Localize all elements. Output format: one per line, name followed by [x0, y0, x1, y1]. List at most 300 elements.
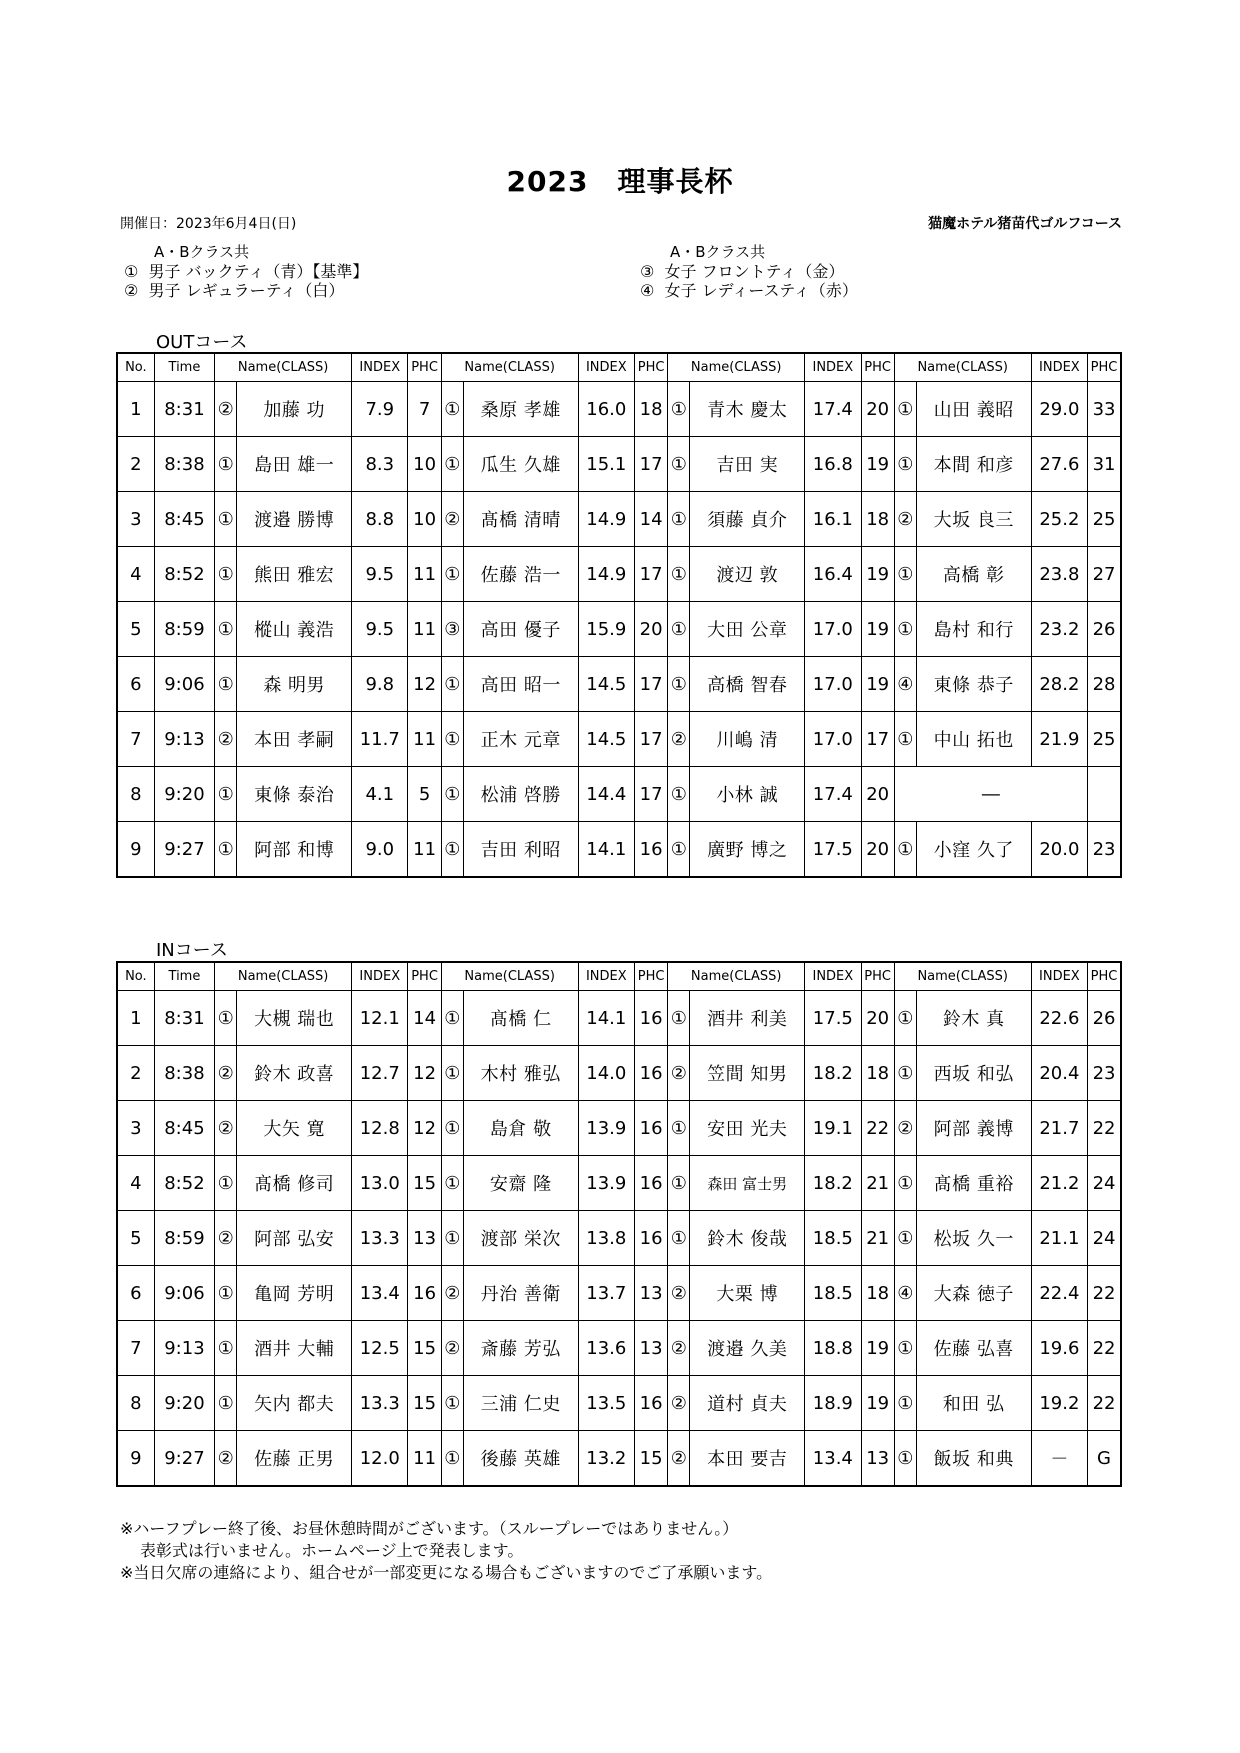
- table-row: [117, 492, 1121, 547]
- player-index: 14.1: [578, 822, 634, 878]
- player-index: 13.5: [578, 1376, 634, 1431]
- player-name: 大田 公章: [690, 602, 805, 657]
- player-class: ①: [668, 437, 690, 492]
- player-index: 12.1: [352, 991, 408, 1046]
- player-phc: 15: [408, 1156, 441, 1211]
- group-number: 1: [117, 991, 154, 1046]
- player-name: 丹治 善衛: [463, 1266, 578, 1321]
- player-class: ①: [894, 991, 916, 1046]
- in-course-table: [116, 961, 1122, 1487]
- col-header-phc: PHC: [861, 962, 894, 991]
- col-header-index: INDEX: [805, 962, 861, 991]
- player-class: ④: [894, 1266, 916, 1321]
- player-index: 17.5: [805, 991, 861, 1046]
- player-name: 森田 富士男: [690, 1156, 805, 1211]
- tee-mark: ①: [124, 262, 139, 281]
- player-name: 渡邉 勝博: [237, 492, 352, 547]
- col-header-index: INDEX: [578, 962, 634, 991]
- table-row: [117, 437, 1121, 492]
- player-name: 小窪 久了: [916, 822, 1031, 878]
- tee-time: 8:45: [154, 492, 214, 547]
- player-name: 吉田 実: [690, 437, 805, 492]
- empty-slot: ―: [894, 767, 1087, 822]
- player-name: 安田 光夫: [690, 1101, 805, 1156]
- player-index: 12.7: [352, 1046, 408, 1101]
- player-name: 渡部 栄次: [463, 1211, 578, 1266]
- player-index: 7.9: [352, 382, 408, 437]
- tee-time: 8:45: [154, 1101, 214, 1156]
- player-index: 16.1: [805, 492, 861, 547]
- player-phc: 19: [861, 547, 894, 602]
- player-name: 鈴木 真: [916, 991, 1031, 1046]
- player-class: ①: [668, 1156, 690, 1211]
- tee-time: 9:20: [154, 767, 214, 822]
- player-phc: 18: [861, 1266, 894, 1321]
- player-name: 青木 慶太: [690, 382, 805, 437]
- player-class: ②: [441, 492, 463, 547]
- player-class: ①: [215, 547, 237, 602]
- group-number: 7: [117, 1321, 154, 1376]
- header-row: [117, 353, 1121, 382]
- player-name: 笠間 知男: [690, 1046, 805, 1101]
- player-name: 須藤 貞介: [690, 492, 805, 547]
- player-index: 16.8: [805, 437, 861, 492]
- player-class: ①: [215, 767, 237, 822]
- player-class: ①: [894, 1321, 916, 1376]
- player-class: ①: [894, 547, 916, 602]
- player-name: 佐藤 弘喜: [916, 1321, 1031, 1376]
- player-class: ②: [668, 1376, 690, 1431]
- player-name: 和田 弘: [916, 1376, 1031, 1431]
- player-class: ②: [668, 1266, 690, 1321]
- player-index: 13.3: [352, 1376, 408, 1431]
- tee-time: 9:27: [154, 1431, 214, 1487]
- player-phc: 24: [1088, 1156, 1121, 1211]
- table-row: [117, 657, 1121, 712]
- tee-legend-right: [640, 243, 858, 300]
- player-phc: 19: [861, 602, 894, 657]
- player-phc: 13: [635, 1321, 668, 1376]
- group-number: 2: [117, 1046, 154, 1101]
- player-name: 桑原 孝雄: [463, 382, 578, 437]
- col-header-phc: PHC: [861, 353, 894, 382]
- venue-name: 猫魔ホテル猪苗代ゴルフコース: [928, 216, 1122, 232]
- player-phc: 18: [861, 492, 894, 547]
- player-class: ①: [894, 822, 916, 878]
- player-phc: 22: [1088, 1376, 1121, 1431]
- player-phc: 13: [635, 1266, 668, 1321]
- group-number: 5: [117, 602, 154, 657]
- player-phc: 13: [861, 1431, 894, 1487]
- player-index: 12.0: [352, 1431, 408, 1487]
- player-class: ①: [441, 1101, 463, 1156]
- player-name: 高田 優子: [463, 602, 578, 657]
- tee-label: 男子 バックティ（青）【基準】: [148, 262, 369, 281]
- table-row: [117, 767, 1121, 822]
- player-phc: 22: [1088, 1321, 1121, 1376]
- out-course-table: [116, 352, 1122, 878]
- player-class: ④: [894, 657, 916, 712]
- player-name: 亀岡 芳明: [237, 1266, 352, 1321]
- player-class: ②: [668, 712, 690, 767]
- table-row: [117, 1156, 1121, 1211]
- player-name: 島村 和行: [916, 602, 1031, 657]
- player-class: ①: [894, 1211, 916, 1266]
- player-index: 18.5: [805, 1211, 861, 1266]
- group-number: 1: [117, 382, 154, 437]
- player-phc: 20: [861, 822, 894, 878]
- table-row: [117, 1431, 1121, 1487]
- player-name: 廣野 博之: [690, 822, 805, 878]
- in-course-label: INコース: [156, 940, 228, 961]
- col-header-name: Name(CLASS): [441, 353, 578, 382]
- player-phc: 19: [861, 1376, 894, 1431]
- tee-time: 9:20: [154, 1376, 214, 1431]
- player-class: ①: [441, 1431, 463, 1487]
- player-name: 酒井 大輔: [237, 1321, 352, 1376]
- player-index: 18.2: [805, 1046, 861, 1101]
- player-phc: 10: [408, 437, 441, 492]
- tee-time: 8:52: [154, 547, 214, 602]
- tee-time: 9:06: [154, 1266, 214, 1321]
- player-name: 吉田 利昭: [463, 822, 578, 878]
- player-index: 21.9: [1031, 712, 1087, 767]
- player-name: 道村 貞夫: [690, 1376, 805, 1431]
- tee-time: 9:13: [154, 1321, 214, 1376]
- player-index: 12.5: [352, 1321, 408, 1376]
- player-class: ②: [668, 1321, 690, 1376]
- player-index: 8.8: [352, 492, 408, 547]
- col-header-index: INDEX: [805, 353, 861, 382]
- player-name: 本田 要吉: [690, 1431, 805, 1487]
- player-index: 14.5: [578, 657, 634, 712]
- player-name: 斎藤 芳弘: [463, 1321, 578, 1376]
- player-class: ①: [894, 602, 916, 657]
- player-name: 大槻 瑞也: [237, 991, 352, 1046]
- tee-time: 8:59: [154, 1211, 214, 1266]
- player-class: ①: [441, 991, 463, 1046]
- player-phc: 26: [1088, 991, 1121, 1046]
- player-name: 熊田 雅宏: [237, 547, 352, 602]
- player-phc: 17: [635, 712, 668, 767]
- col-header-name: Name(CLASS): [441, 962, 578, 991]
- player-index: 9.8: [352, 657, 408, 712]
- player-name: 佐藤 浩一: [463, 547, 578, 602]
- player-phc: 11: [408, 1431, 441, 1487]
- player-phc: 17: [635, 657, 668, 712]
- player-index: 20.4: [1031, 1046, 1087, 1101]
- player-index: 18.8: [805, 1321, 861, 1376]
- col-header-phc: PHC: [635, 962, 668, 991]
- player-index: 14.1: [578, 991, 634, 1046]
- col-header-phc: PHC: [408, 962, 441, 991]
- player-class: ③: [441, 602, 463, 657]
- player-name: 阿部 義博: [916, 1101, 1031, 1156]
- player-index: 17.0: [805, 602, 861, 657]
- player-class: ①: [215, 822, 237, 878]
- tee-label: 女子 レディースティ（赤）: [664, 281, 858, 300]
- player-class: ①: [441, 1156, 463, 1211]
- col-header-index: INDEX: [1031, 962, 1087, 991]
- col-header-no: No.: [117, 962, 154, 991]
- player-phc: 31: [1088, 437, 1121, 492]
- player-phc: 16: [635, 991, 668, 1046]
- player-class: ①: [668, 767, 690, 822]
- player-phc: 16: [635, 1376, 668, 1431]
- player-phc: 11: [408, 547, 441, 602]
- tee-mark: ③: [640, 262, 655, 281]
- table-row: [117, 1101, 1121, 1156]
- col-header-phc: PHC: [1088, 353, 1121, 382]
- group-number: 3: [117, 492, 154, 547]
- table-row: [117, 1266, 1121, 1321]
- table-row: [117, 991, 1121, 1046]
- player-index: 13.9: [578, 1101, 634, 1156]
- player-class: ①: [441, 822, 463, 878]
- player-phc: 17: [635, 547, 668, 602]
- player-phc: [1088, 767, 1121, 822]
- tee-time: 8:59: [154, 602, 214, 657]
- player-phc: 24: [1088, 1211, 1121, 1266]
- header-row: [117, 962, 1121, 991]
- player-index: 17.4: [805, 767, 861, 822]
- player-phc: 11: [408, 822, 441, 878]
- tee-mark: ④: [640, 281, 655, 300]
- note-line: ※当日欠席の連絡により、組合せが一部変更になる場合もございますのでご了承願います。: [120, 1563, 773, 1582]
- player-index: 25.2: [1031, 492, 1087, 547]
- player-class: ①: [441, 712, 463, 767]
- group-number: 9: [117, 1431, 154, 1487]
- group-number: 4: [117, 547, 154, 602]
- col-header-no: No.: [117, 353, 154, 382]
- player-index: 14.9: [578, 547, 634, 602]
- col-header-index: INDEX: [352, 962, 408, 991]
- player-index: 23.8: [1031, 547, 1087, 602]
- table-row: [117, 382, 1121, 437]
- player-class: ①: [215, 1156, 237, 1211]
- player-name: 東條 恭子: [916, 657, 1031, 712]
- tee-item: [124, 262, 368, 281]
- player-index: 19.1: [805, 1101, 861, 1156]
- player-index: 28.2: [1031, 657, 1087, 712]
- table-row: [117, 1211, 1121, 1266]
- player-class: ②: [668, 1046, 690, 1101]
- note-line: 表彰式は行いません。ホームページ上で発表します。: [140, 1541, 524, 1560]
- player-name: 中山 拓也: [916, 712, 1031, 767]
- player-phc: 19: [861, 437, 894, 492]
- player-index: 9.5: [352, 547, 408, 602]
- player-name: 渡邉 久美: [690, 1321, 805, 1376]
- player-phc: 15: [408, 1376, 441, 1431]
- player-name: 松坂 久一: [916, 1211, 1031, 1266]
- player-name: 渡辺 敦: [690, 547, 805, 602]
- player-name: 大坂 良三: [916, 492, 1031, 547]
- player-class: ①: [894, 382, 916, 437]
- player-phc: 11: [408, 712, 441, 767]
- player-index: 19.6: [1031, 1321, 1087, 1376]
- group-number: 6: [117, 1266, 154, 1321]
- player-name: 森 明男: [237, 657, 352, 712]
- player-name: 木村 雅弘: [463, 1046, 578, 1101]
- table-row: [117, 602, 1121, 657]
- player-name: 本田 孝嗣: [237, 712, 352, 767]
- group-number: 3: [117, 1101, 154, 1156]
- tee-time: 8:38: [154, 1046, 214, 1101]
- tee-time: 8:31: [154, 382, 214, 437]
- player-class: ①: [668, 602, 690, 657]
- player-phc: 23: [1088, 1046, 1121, 1101]
- player-class: ①: [215, 1376, 237, 1431]
- player-class: ①: [668, 1101, 690, 1156]
- player-index: 21.7: [1031, 1101, 1087, 1156]
- player-class: ①: [441, 437, 463, 492]
- player-class: ①: [894, 1376, 916, 1431]
- tee-time: 8:31: [154, 991, 214, 1046]
- player-phc: 14: [408, 991, 441, 1046]
- player-index: 14.5: [578, 712, 634, 767]
- player-class: ②: [894, 492, 916, 547]
- player-index: 23.2: [1031, 602, 1087, 657]
- group-number: 2: [117, 437, 154, 492]
- player-phc: 16: [408, 1266, 441, 1321]
- player-name: 鈴木 政喜: [237, 1046, 352, 1101]
- player-class: ①: [441, 767, 463, 822]
- player-name: 髙橋 清晴: [463, 492, 578, 547]
- player-index: 13.8: [578, 1211, 634, 1266]
- player-class: ①: [668, 492, 690, 547]
- player-name: 髙橋 重裕: [916, 1156, 1031, 1211]
- player-index: 13.4: [352, 1266, 408, 1321]
- player-phc: 22: [1088, 1101, 1121, 1156]
- player-index: 8.3: [352, 437, 408, 492]
- player-class: ②: [215, 1046, 237, 1101]
- col-header-name: Name(CLASS): [894, 962, 1031, 991]
- player-index: 18.2: [805, 1156, 861, 1211]
- player-index: －: [1031, 1431, 1087, 1487]
- player-name: 矢内 都夫: [237, 1376, 352, 1431]
- player-name: 正木 元章: [463, 712, 578, 767]
- player-name: 瓜生 久雄: [463, 437, 578, 492]
- player-phc: 16: [635, 1211, 668, 1266]
- col-header-index: INDEX: [1031, 353, 1087, 382]
- player-name: 小林 誠: [690, 767, 805, 822]
- player-index: 14.4: [578, 767, 634, 822]
- player-name: 島倉 敬: [463, 1101, 578, 1156]
- col-header-time: Time: [154, 353, 214, 382]
- player-class: ①: [215, 492, 237, 547]
- player-class: ①: [215, 1321, 237, 1376]
- notes: [120, 1518, 772, 1584]
- player-class: ①: [441, 547, 463, 602]
- col-header-name: Name(CLASS): [668, 962, 805, 991]
- player-class: ②: [441, 1266, 463, 1321]
- player-index: 15.1: [578, 437, 634, 492]
- player-phc: 23: [1088, 822, 1121, 878]
- group-number: 6: [117, 657, 154, 712]
- player-name: 飯坂 和典: [916, 1431, 1031, 1487]
- player-phc: 16: [635, 822, 668, 878]
- tee-legend-left: [124, 243, 368, 300]
- player-index: 18.9: [805, 1376, 861, 1431]
- player-name: 大森 徳子: [916, 1266, 1031, 1321]
- group-number: 9: [117, 822, 154, 878]
- player-class: ①: [215, 991, 237, 1046]
- col-header-name: Name(CLASS): [668, 353, 805, 382]
- player-class: ①: [441, 1376, 463, 1431]
- player-index: 9.5: [352, 602, 408, 657]
- player-class: ①: [441, 1211, 463, 1266]
- player-name: 西坂 和弘: [916, 1046, 1031, 1101]
- player-phc: 16: [635, 1156, 668, 1211]
- player-name: 樅山 義浩: [237, 602, 352, 657]
- player-phc: 15: [635, 1431, 668, 1487]
- player-phc: 21: [861, 1156, 894, 1211]
- player-index: 15.9: [578, 602, 634, 657]
- player-class: ①: [441, 382, 463, 437]
- player-class: ①: [668, 822, 690, 878]
- player-class: ①: [894, 1431, 916, 1487]
- player-index: 14.0: [578, 1046, 634, 1101]
- col-header-index: INDEX: [578, 353, 634, 382]
- page-title: 2023 理事長杯: [506, 165, 734, 198]
- player-phc: 16: [635, 1101, 668, 1156]
- player-index: 13.2: [578, 1431, 634, 1487]
- player-index: 13.9: [578, 1156, 634, 1211]
- player-class: ①: [668, 1211, 690, 1266]
- col-header-name: Name(CLASS): [215, 353, 352, 382]
- player-name: 高橋 彰: [916, 547, 1031, 602]
- player-phc: 14: [635, 492, 668, 547]
- player-index: 16.0: [578, 382, 634, 437]
- player-index: 12.8: [352, 1101, 408, 1156]
- player-phc: 12: [408, 1046, 441, 1101]
- player-index: 27.6: [1031, 437, 1087, 492]
- player-name: 高田 昭一: [463, 657, 578, 712]
- tee-time: 9:13: [154, 712, 214, 767]
- player-class: ①: [894, 1156, 916, 1211]
- player-name: 安齋 隆: [463, 1156, 578, 1211]
- player-index: 22.4: [1031, 1266, 1087, 1321]
- player-index: 13.7: [578, 1266, 634, 1321]
- player-name: 大矢 寛: [237, 1101, 352, 1156]
- player-class: ①: [668, 657, 690, 712]
- player-index: 20.0: [1031, 822, 1087, 878]
- player-phc: 21: [861, 1211, 894, 1266]
- player-index: 17.4: [805, 382, 861, 437]
- player-index: 4.1: [352, 767, 408, 822]
- player-name: 高橋 智春: [690, 657, 805, 712]
- player-class: ①: [215, 602, 237, 657]
- player-class: ②: [668, 1431, 690, 1487]
- group-number: 8: [117, 767, 154, 822]
- player-phc: 18: [635, 382, 668, 437]
- player-name: 佐藤 正男: [237, 1431, 352, 1487]
- player-phc: 10: [408, 492, 441, 547]
- player-name: 三浦 仁史: [463, 1376, 578, 1431]
- player-name: 鈴木 俊哉: [690, 1211, 805, 1266]
- player-phc: 33: [1088, 382, 1121, 437]
- player-phc: 17: [635, 767, 668, 822]
- tee-time: 8:38: [154, 437, 214, 492]
- tee-item: [640, 281, 858, 300]
- col-header-name: Name(CLASS): [215, 962, 352, 991]
- tee-time: 8:52: [154, 1156, 214, 1211]
- event-date: 開催日：2023年6月4日(日): [120, 216, 297, 232]
- col-header-index: INDEX: [352, 353, 408, 382]
- out-course-label: OUTコース: [156, 332, 248, 353]
- tee-time: 9:06: [154, 657, 214, 712]
- player-phc: 12: [408, 657, 441, 712]
